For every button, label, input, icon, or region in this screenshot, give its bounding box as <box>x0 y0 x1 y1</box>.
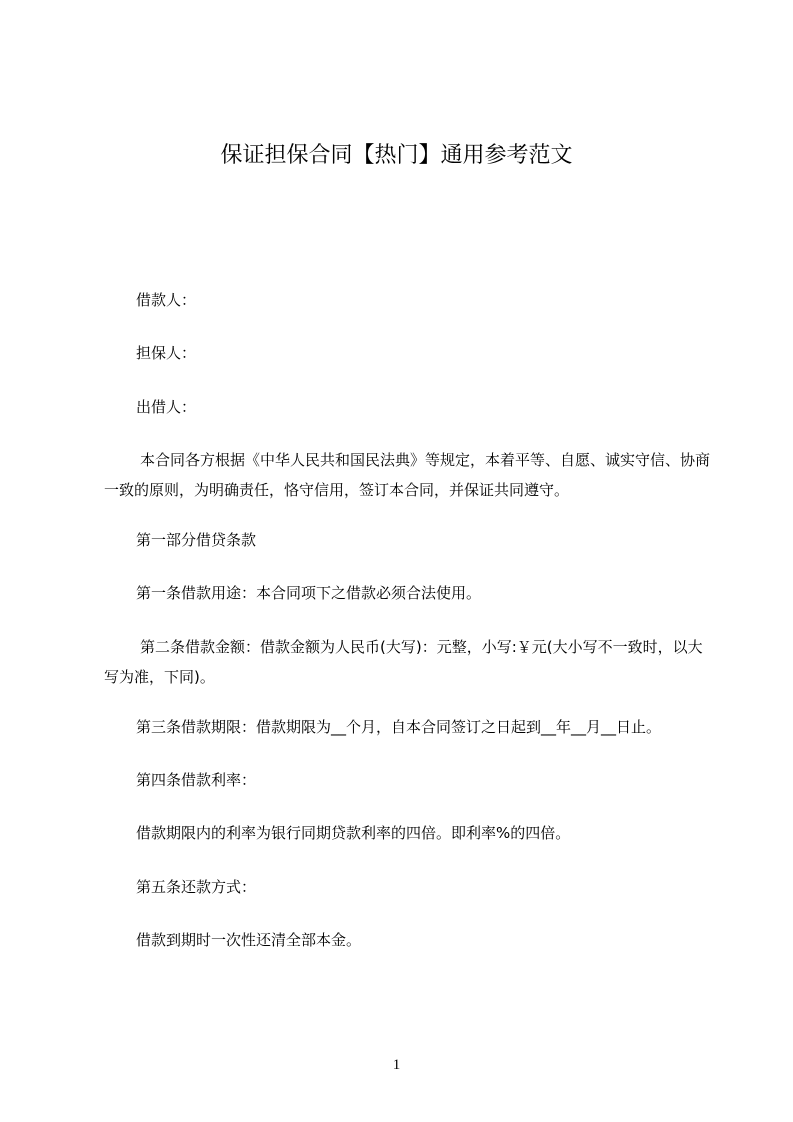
repayment-text: 借款到期时一次性还清全部本金。 <box>136 931 362 949</box>
interest-rate-text: 借款期限内的利率为银行同期贷款利率的四倍。即利率%的四倍。 <box>136 824 571 842</box>
article-5-repayment-heading: 第五条还款方式： <box>136 878 257 896</box>
article-2-loan-amount: 第二条借款金额：借款金额为人民币(大写)：元整，小写:￥元(大小写不一致时，以大写为准，下同)。 <box>104 638 703 686</box>
borrower-line: 借款人： <box>136 291 197 309</box>
page-number: 1 <box>392 1057 401 1073</box>
guarantor-line: 担保人： <box>136 344 197 362</box>
preamble-paragraph: 本合同各方根据《中华人民共和国民法典》等规定，本着平等、自愿、诚实守信、协商一致的原则，为明确责任，恪守信用，签订本合同，并保证共同遵守。 <box>104 451 711 499</box>
section-heading-loan-terms: 第一部分借贷条款 <box>136 531 257 549</box>
article-4-interest-heading: 第四条借款利率： <box>136 771 257 789</box>
document-title: 保证担保合同【热门】通用参考范文 <box>220 143 573 168</box>
lender-line: 出借人： <box>136 398 197 416</box>
article-3-loan-term: 第三条借款期限：借款期限为__个月，自本合同签订之日起到__年__月__日止。 <box>136 718 662 736</box>
article-1-loan-purpose: 第一条借款用途：本合同项下之借款必须合法使用。 <box>136 584 482 602</box>
